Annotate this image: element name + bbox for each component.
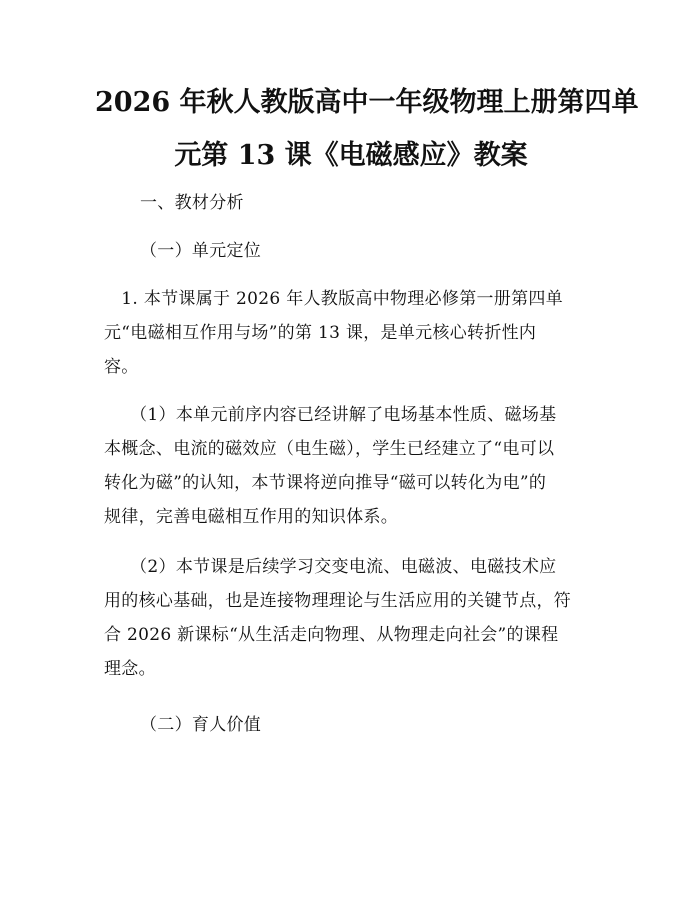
- paragraph-3-line-2: 用的核心基础，也是连接物理理论与生活应用的关键节点，符: [104, 591, 572, 611]
- paragraph-1-line-3: 容。: [104, 357, 139, 377]
- document-title: [95, 76, 639, 182]
- paragraph-2-line-4: 规律，完善电磁相互作用的知识体系。: [104, 507, 399, 527]
- paragraph-2: [104, 398, 600, 534]
- paragraph-1-line-2: 元“电磁相互作用与场”的第 13 课，是单元核心转折性内: [104, 323, 537, 343]
- paragraph-2-line-2: 本概念、电流的磁效应（电生磁），学生已经建立了“电可以: [104, 439, 555, 459]
- title-line-1: 2026 年秋人教版高中一年级物理上册第四单: [95, 87, 639, 118]
- paragraph-3-line-4: 理念。: [104, 659, 156, 679]
- title-line-2: 元第 13 课《电磁感应》教案: [174, 140, 528, 171]
- subsection-heading-unit-positioning: （一）单元定位: [140, 241, 262, 261]
- paragraph-2-line-3: 转化为磁”的认知，本节课将逆向推导“磁可以转化为电”的: [104, 473, 547, 493]
- subsection-heading-educational-value: （二）育人价值: [140, 715, 262, 735]
- paragraph-3-line-3: 合 2026 新课标“从生活走向物理、从物理走向社会”的课程: [104, 625, 559, 645]
- section-heading-materials-analysis: 一、教材分析: [140, 193, 244, 213]
- paragraph-3: [104, 550, 600, 686]
- paragraph-1: [104, 282, 600, 384]
- paragraph-2-line-1: （1）本单元前序内容已经讲解了电场基本性质、磁场基: [104, 405, 557, 425]
- paragraph-1-line-1: 1. 本节课属于 2026 年人教版高中物理必修第一册第四单: [104, 289, 563, 309]
- paragraph-3-line-1: （2）本节课是后续学习交变电流、电磁波、电磁技术应: [104, 557, 557, 577]
